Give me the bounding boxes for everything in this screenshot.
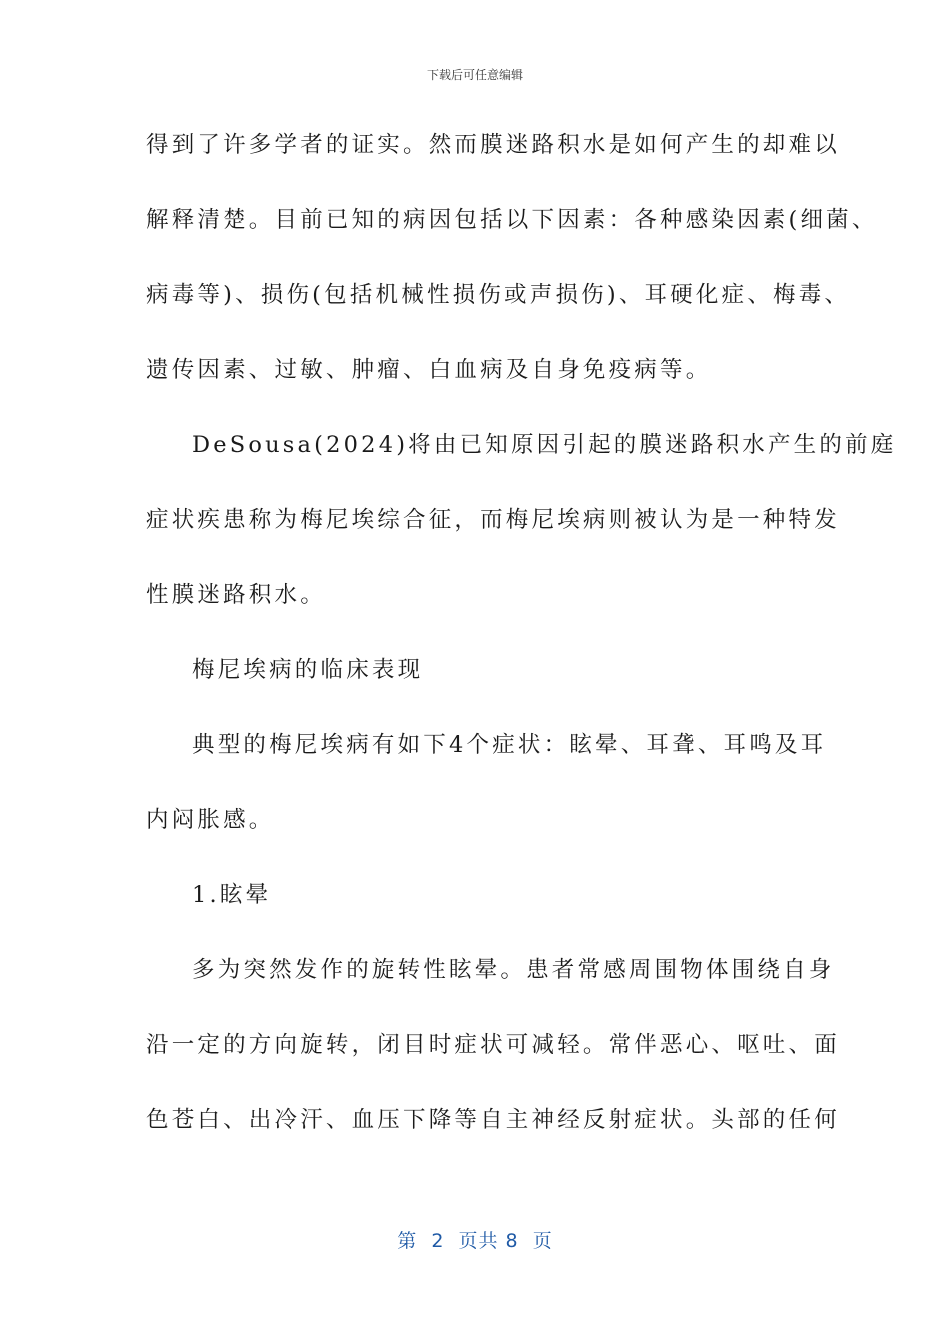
text-line: 内闷胀感。 bbox=[146, 807, 275, 833]
text-line: 得到了许多学者的证实。然而膜迷路积水是如何产生的却难以 bbox=[146, 132, 840, 158]
text-line: 症状疾患称为梅尼埃综合征，而梅尼埃病则被认为是一种特发 bbox=[146, 507, 840, 533]
text-line: 沿一定的方向旋转，闭目时症状可减轻。常伴恶心、呕吐、面 bbox=[146, 1032, 840, 1058]
text-line: 遗传因素、过敏、肿瘤、白血病及自身免疫病等。 bbox=[146, 357, 712, 383]
text-line: 性膜迷路积水。 bbox=[146, 582, 326, 608]
text-line: 色苍白、出冷汗、血压下降等自主神经反射症状。头部的任何 bbox=[146, 1107, 840, 1133]
header-note: 下载后可任意编辑 bbox=[426, 68, 523, 82]
text-line: DeSousa(2024)将由已知原因引起的膜迷路积水产生的前庭 bbox=[192, 432, 897, 458]
text-line: 多为突然发作的旋转性眩晕。患者常感周围物体围绕自身 bbox=[192, 957, 835, 983]
subsection-heading: 1.眩晕 bbox=[192, 882, 272, 908]
page-number: 第 2 页共 8 页 bbox=[397, 1230, 553, 1252]
text-line: 典型的梅尼埃病有如下4个症状：眩晕、耳聋、耳鸣及耳 bbox=[192, 732, 827, 758]
section-heading: 梅尼埃病的临床表现 bbox=[192, 657, 424, 683]
text-line: 病毒等)、损伤(包括机械性损伤或声损伤)、耳硬化症、梅毒、 bbox=[146, 282, 851, 308]
text-line: 解释清楚。目前已知的病因包括以下因素：各种感染因素(细菌、 bbox=[146, 207, 878, 233]
document-body bbox=[146, 127, 897, 1177]
